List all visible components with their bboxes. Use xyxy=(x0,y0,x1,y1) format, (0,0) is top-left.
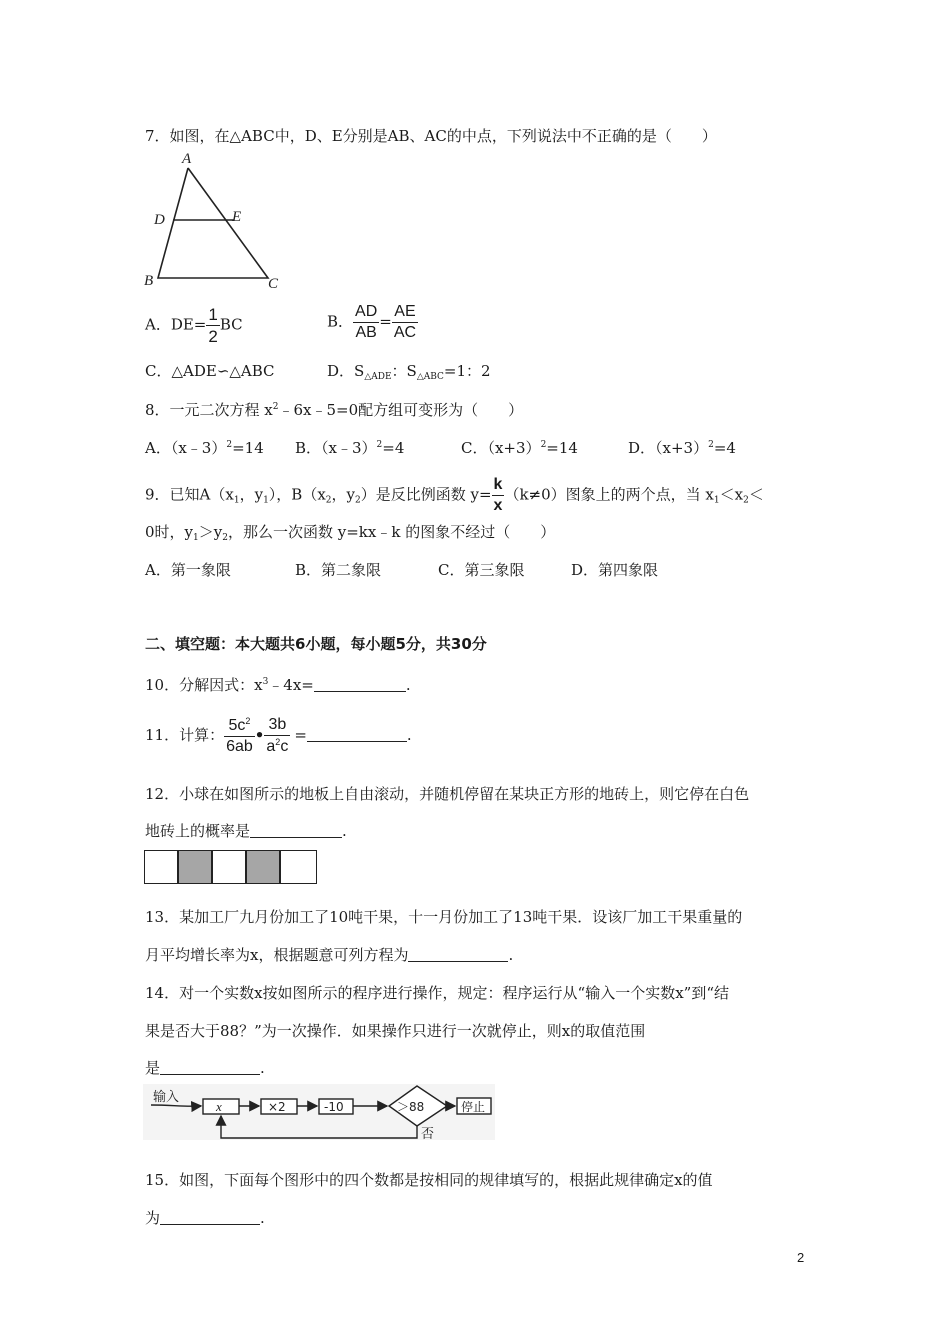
q7-option-b: B． $\frac{AD}{AB}$ = $\frac{AE}{AC}$ xyxy=(327,303,417,341)
q12-line2: 地砖上的概率是 . xyxy=(145,822,347,840)
flow-no-label: 否 xyxy=(421,1127,435,1140)
label-c: C xyxy=(268,276,279,292)
triangle-figure xyxy=(140,148,290,293)
q14-line3: 是 . xyxy=(145,1059,265,1077)
q7-option-d: D．$S_{\triangle ADE}$：$S_{\triangle ABC}=1$：2 xyxy=(327,362,491,382)
q9-stem-line2: 0时，$y_1>y_2$，那么一次函数 y=kx﹣k 的图象不经过（ ） xyxy=(145,523,556,543)
svg-text:x: x xyxy=(216,1099,222,1114)
q9-option-a: A．第一象限 xyxy=(145,561,231,579)
q9-option-b: B．第二象限 xyxy=(295,561,382,579)
answer-blank[interactable] xyxy=(314,677,406,692)
q12-line1: 12．小球在如图所示的地板上自由滚动，并随机停留在某块正方形的地砖上，则它停在白色 xyxy=(145,785,750,803)
q9-option-d: D．第四象限 xyxy=(571,561,659,579)
answer-blank[interactable] xyxy=(160,1060,260,1075)
q8-option-a: A．（x﹣3）$^2$=14 xyxy=(145,439,264,457)
tile-gray xyxy=(246,850,280,884)
q14-line1: 14．对一个实数x按如图所示的程序进行操作，规定：程序运行从“输入一个实数x”到“结 xyxy=(145,984,730,1002)
q9-stem-line1: 9．已知$A(x_1$，$y_1$），$B(x_2$，$y_2$）是反比例函数 y= $\frac{k}{x}$ （k≠0）图象上的两个点，当 $x_1<x_2<$ xyxy=(145,476,764,514)
tile-white xyxy=(212,850,246,884)
tile-white xyxy=(280,850,317,884)
q8-option-d: D．$(x+3)^2=4$ xyxy=(628,439,736,457)
q8-option-b: B．（x﹣3）$^2$=4 xyxy=(295,439,405,457)
svg-text:＞88: ＞88 xyxy=(397,1100,425,1114)
q7-option-a: A．DE= $\frac{1}{2}$ BC xyxy=(145,305,243,346)
q10: 10．分解因式：$x^3﹣4x=$ . xyxy=(145,676,411,694)
page-number: 2 xyxy=(797,1250,805,1265)
q11: 11．计算： $\frac{5c^2}{6ab}$ • $\frac{3b}{a^2c}$ = . xyxy=(145,716,412,755)
section-title: 二、填空题：本大题共6小题，每小题5分，共30分 xyxy=(145,635,487,653)
label-a: A xyxy=(182,151,192,167)
answer-blank[interactable] xyxy=(250,823,342,838)
floor-tiles xyxy=(144,850,318,885)
q15-line2: 为 . xyxy=(145,1209,265,1227)
flowchart xyxy=(143,1084,495,1140)
flow-input-label: 输入 xyxy=(153,1090,180,1105)
answer-blank[interactable] xyxy=(408,947,508,962)
q9-option-c: C．第三象限 xyxy=(438,561,525,579)
label-e: E xyxy=(232,209,242,225)
label-b: B xyxy=(144,273,154,289)
svg-text:停止: 停止 xyxy=(461,1100,486,1114)
q15-line1: 15．如图，下面每个图形中的四个数都是按相同的规律填写的，根据此规律确定x的值 xyxy=(145,1171,713,1189)
q14-line2: 果是否大于88？”为一次操作．如果操作只进行一次就停止，则x的取值范围 xyxy=(145,1022,646,1040)
q7-stem: 7．如图，在△ABC中，D、E分别是AB、AC的中点，下列说法中不正确的是（ ） xyxy=(145,127,717,145)
svg-text:-10: -10 xyxy=(324,1100,344,1114)
answer-blank[interactable] xyxy=(160,1210,260,1225)
tile-white xyxy=(144,850,178,884)
svg-text:×2: ×2 xyxy=(268,1100,286,1114)
label-d: D xyxy=(154,212,165,228)
q13-line1: 13．某加工厂九月份加工了10吨干果，十一月份加工了13吨干果．设该厂加工干果重量的 xyxy=(145,908,743,926)
q7-option-c: C．△ADE∽△ABC xyxy=(145,362,275,380)
q8-stem: 8．一元二次方程 $x^2﹣6x﹣5=0$配方组可变形为（ ） xyxy=(145,401,524,419)
tile-gray xyxy=(178,850,212,884)
q8-option-c: C．$(x+3)^2=14$ xyxy=(461,439,578,457)
q13-line2: 月平均增长率为x，根据题意可列方程为 . xyxy=(145,946,514,964)
answer-blank[interactable] xyxy=(307,727,407,742)
